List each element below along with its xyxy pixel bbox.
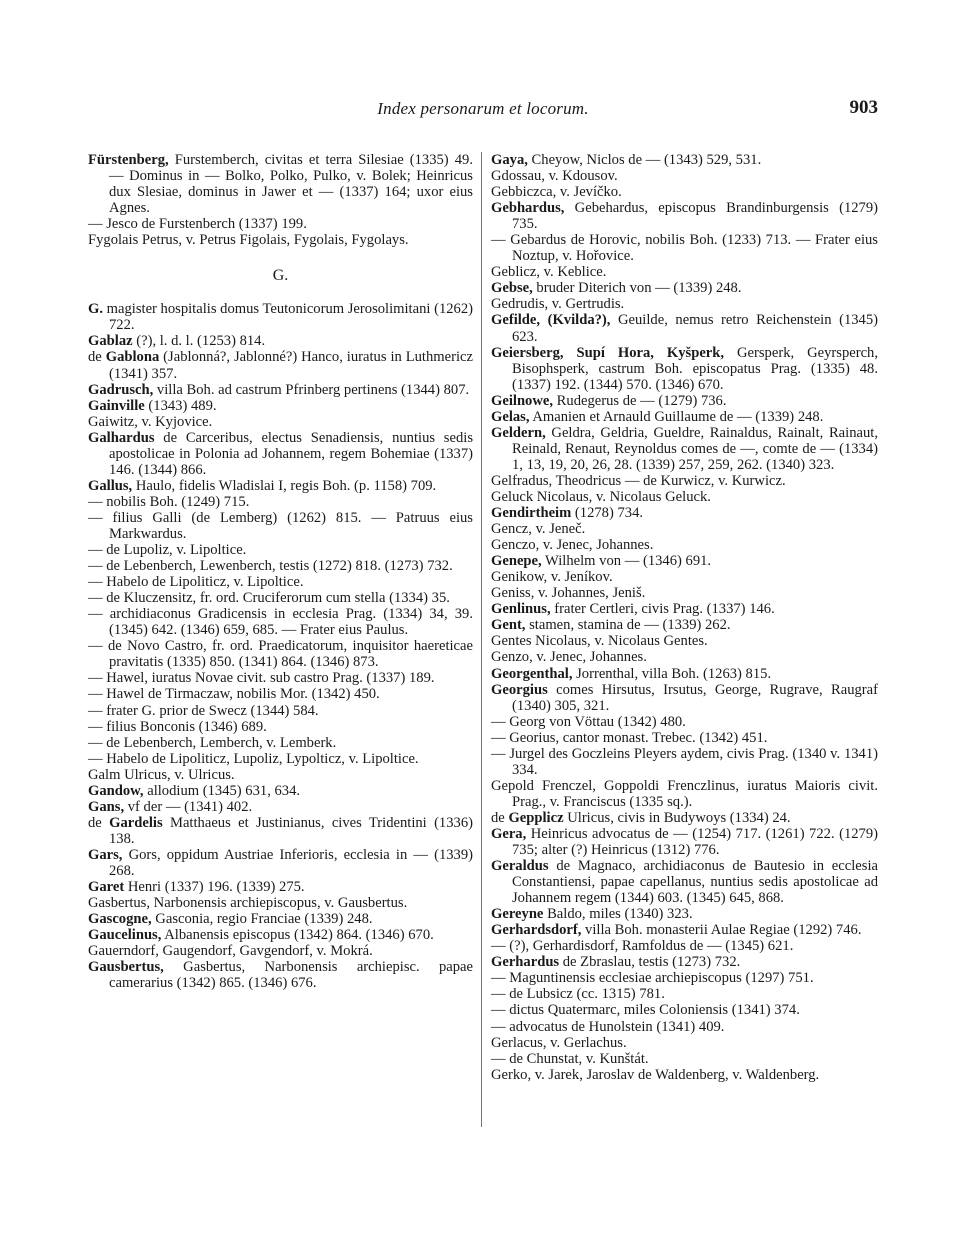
sub-entry: — advocatus de Hunolstein (1341) 409. xyxy=(491,1018,725,1035)
index-entry xyxy=(88,767,473,783)
entry-text: Gaiwitz, v. Kyjovice. xyxy=(88,413,213,430)
column-rule xyxy=(481,152,482,1127)
entry-headword: Gandow, xyxy=(88,782,144,799)
sub-entry: — Maguntinensis ecclesiae archiepiscopus (1297) 751. xyxy=(491,970,814,987)
sub-entry: — dictus Quatermarc, miles Coloniensis (1341) 374. xyxy=(491,1002,800,1019)
entry-headword: Gardelis xyxy=(109,814,163,831)
entry-headword: Gans, xyxy=(88,798,125,815)
sub-entry: — (?), Gerhardisdorf, Ramfoldus de — (1345) 621. xyxy=(491,938,794,955)
index-entry xyxy=(491,489,878,505)
index-entry xyxy=(88,815,473,847)
index-entry xyxy=(491,585,878,601)
entry-headword: Galhardus xyxy=(88,429,155,446)
index-entry xyxy=(491,521,878,537)
entry-text: Gebbiczca, v. Jevíčko. xyxy=(491,184,622,201)
left-column xyxy=(88,152,473,991)
entry-headword: Gallus, xyxy=(88,477,133,494)
entry-text: Gelfradus, Theodricus — de Kurwicz, v. Kurwicz. xyxy=(491,472,786,489)
sub-entry: — Hawel de Tirmaczaw, nobilis Mor. (1342) 450. xyxy=(88,686,380,703)
index-entry xyxy=(88,911,473,927)
index-entry xyxy=(491,200,878,232)
entry-text: Henri (1337) 196. (1339) 275. xyxy=(124,879,305,896)
entry-text: Gdossau, v. Kdousov. xyxy=(491,168,618,185)
sub-entry: — Habelo de Lipoliticz, Lupoliz, Lypolticz, v. Lipoltice. xyxy=(88,750,419,767)
index-entry xyxy=(491,601,878,617)
index-entry xyxy=(491,505,878,521)
entry-text: Matthaeus et Justinianus, cives Tridentini (1336) 138. xyxy=(109,814,473,847)
entry-text: Genikow, v. Jeníkov. xyxy=(491,569,613,586)
entry-text: (1278) 734. xyxy=(571,505,644,522)
entry-text: (?), l. d. l. (1253) 814. xyxy=(132,333,266,350)
running-title: Index personarum et locorum. xyxy=(377,99,589,118)
entry-headword: Gefilde, (Kvilda?), xyxy=(491,312,611,329)
running-head xyxy=(88,99,878,125)
sub-entry: — Georg von Vöttau (1342) 480. xyxy=(491,713,686,730)
entry-headword: Geraldus xyxy=(491,858,549,875)
index-entry xyxy=(491,168,878,184)
index-entry xyxy=(491,393,878,409)
index-entry xyxy=(88,799,473,815)
entry-text: bruder Diterich von — (1339) 248. xyxy=(532,280,742,297)
entry-headword: Georgenthal, xyxy=(491,665,573,682)
entry-text: villa Boh. monasterii Aulae Regiae (1292) 746. xyxy=(581,922,862,939)
entry-text: de Carceribus, electus Senadiensis, nuntius sedis apostolicae in Polonia ad Johannem, regem Bohemiae (1337) 146. (1344) 866. xyxy=(109,429,473,478)
entry-headword: Gebse, xyxy=(491,280,533,297)
index-entry xyxy=(491,810,878,826)
entry-text: Gersperk, Geyrsperch, Bisophsperk, castrum Boh. episcopatus Prag. (1335) 48. (1337) 192. (1344) 570. (1346) 670. xyxy=(512,344,879,393)
entry-headword: Gepplicz xyxy=(508,809,564,826)
entry-text: comes Hirsutus, Irsutus, George, Rugrave, Raugraf (1340) 305, 321. xyxy=(512,681,878,714)
entry-headword: Gars, xyxy=(88,846,123,863)
index-entry xyxy=(491,633,878,649)
index-entry xyxy=(491,922,878,938)
index-entry xyxy=(88,478,473,494)
index-entry xyxy=(491,409,878,425)
entry-headword: Gainville xyxy=(88,397,145,414)
sub-entry: — de Novo Castro, fr. ord. Praedicatorum, inquisitor haereticae pravitatis (1335) 850. (1341) 864. (1346) 873. xyxy=(88,638,473,671)
index-entry xyxy=(491,906,878,922)
sub-entry: — filius Galli (de Lemberg) (1262) 815. — Patruus eius Markwardus. xyxy=(88,509,473,542)
index-entry xyxy=(88,232,473,248)
index-entry xyxy=(491,1067,878,1083)
entry-text: Fygolais Petrus, v. Petrus Figolais, Fygolais, Fygolays. xyxy=(88,232,409,249)
index-entry xyxy=(88,382,473,398)
entry-text: Geniss, v. Johannes, Jeniš. xyxy=(491,585,646,602)
sub-entry: — de Lebenberch, Lemberch, v. Lemberk. xyxy=(88,734,337,751)
entry-text: Geluck Nicolaus, v. Nicolaus Geluck. xyxy=(491,488,711,505)
entry-text: Baldo, miles (1340) 323. xyxy=(543,906,693,923)
entry-text: de Zbraslau, testis (1273) 732. xyxy=(559,954,741,971)
sub-entry: — Georius, cantor monast. Trebec. (1342) 451. xyxy=(491,729,768,746)
entry-text: Geldra, Geldria, Gueldre, Rainaldus, Rainalt, Rainaut, Reinald, Renaut, Reynoldus comes de —, comte de — (1334) 1, 13, 19, 20, 26, 28. (1339) 257, 259, 262. (1340) 323. xyxy=(512,424,878,473)
index-entry xyxy=(491,264,878,280)
index-entry xyxy=(88,301,473,333)
sub-entry: — Jurgel des Goczleins Pleyers aydem, civis Prag. (1340 v. 1341) 334. xyxy=(491,745,878,778)
index-entry xyxy=(491,296,878,312)
page-number: 903 xyxy=(849,97,878,118)
index-entry xyxy=(491,858,878,906)
index-entry xyxy=(491,617,878,633)
entry-text: allodium (1345) 631, 634. xyxy=(143,782,301,799)
entry-text: Gedrudis, v. Gertrudis. xyxy=(491,296,625,313)
entry-headword: Genepe, xyxy=(491,553,542,570)
entry-prefix: de xyxy=(491,809,509,826)
index-entry xyxy=(491,312,878,344)
entry-text: magister hospitalis domus Teutonicorum Jerosolimitani (1262) 722. xyxy=(103,301,473,334)
index-entry xyxy=(491,184,878,200)
index-entry xyxy=(491,954,878,970)
entry-headword: G. xyxy=(88,301,103,318)
entry-headword: Gaya, xyxy=(491,152,528,168)
sub-entry: — de Chunstat, v. Kunštát. xyxy=(491,1050,649,1067)
entry-text: — Jesco de Furstenberch (1337) 199. xyxy=(88,216,307,233)
entry-headword: Gendirtheim xyxy=(491,505,572,522)
index-entry xyxy=(491,1035,878,1051)
index-entry xyxy=(88,879,473,895)
index-entry xyxy=(491,345,878,393)
sub-entry: — Habelo de Lipoliticz, v. Lipoltice. xyxy=(88,574,304,591)
entry-headword: Garet xyxy=(88,879,125,896)
entry-text: Gentes Nicolaus, v. Nicolaus Gentes. xyxy=(491,633,708,650)
entry-text: Haulo, fidelis Wladislai I, regis Boh. (p. 1158) 709. xyxy=(132,477,437,494)
entry-text: Ulricus, civis in Budywoys (1334) 24. xyxy=(563,809,791,826)
right-column xyxy=(491,152,878,1083)
entry-text: frater Certleri, civis Prag. (1337) 146. xyxy=(550,601,775,618)
index-entry xyxy=(88,959,473,991)
entry-headword: Gablaz xyxy=(88,333,133,350)
index-entry xyxy=(491,473,878,489)
index-entry xyxy=(88,927,473,943)
index-entry xyxy=(88,414,473,430)
entry-text: Jorrenthal, villa Boh. (1263) 815. xyxy=(572,665,772,682)
index-entry xyxy=(88,430,473,478)
entry-text: Geblicz, v. Keblice. xyxy=(491,264,607,281)
entry-text: (Jablonná?, Jablonné?) Hanco, iuratus in Luthmericz (1341) 357. xyxy=(109,349,473,382)
entry-text: Cheyow, Niclos de — (1343) 529, 531. xyxy=(527,152,762,168)
entry-headword: Gascogne, xyxy=(88,911,152,928)
entry-headword: Gent, xyxy=(491,617,526,634)
sub-entry: — archidiaconus Gradicensis in ecclesia Prag. (1334) 34, 39. (1345) 642. (1346) 659, 685. — Frater eius Paulus. xyxy=(88,606,473,639)
entry-headword: Geiersberg, Supí Hora, Kyšperk, xyxy=(491,344,725,361)
entry-text: Gasbertus, Narbonensis archiepisc. papae camerarius (1342) 865. (1346) 676. xyxy=(109,959,473,992)
entry-headword: Gebhardus, xyxy=(491,200,565,217)
entry-text: vf der — (1341) 402. xyxy=(124,798,253,815)
sub-entry: — de Kluczensitz, fr. ord. Cruciferorum cum stella (1334) 35. xyxy=(88,590,450,607)
index-entry xyxy=(491,537,878,553)
entry-text: Albanensis episcopus (1342) 864. (1346) 670. xyxy=(161,927,434,944)
entry-headword: Gereyne xyxy=(491,906,544,923)
entry-text: Genzo, v. Jenec, Johannes. xyxy=(491,649,647,666)
index-entry xyxy=(491,553,878,569)
entry-text: Rudegerus de — (1279) 736. xyxy=(553,392,727,409)
entry-text: Gors, oppidum Austriae Inferioris, ecclesia in — (1339) 268. xyxy=(109,846,473,879)
entry-text: Galm Ulricus, v. Ulricus. xyxy=(88,766,235,783)
entry-headword: Gausbertus, xyxy=(88,959,164,976)
index-entry xyxy=(88,333,473,349)
sub-entry: — de Lubsicz (cc. 1315) 781. xyxy=(491,986,665,1003)
sub-entry: — Hawel, iuratus Novae civit. sub castro Prag. (1337) 189. xyxy=(88,670,435,687)
index-entry xyxy=(88,152,473,216)
entry-text: Gerlacus, v. Gerlachus. xyxy=(491,1034,627,1051)
sub-entry: — filius Bonconis (1346) 689. xyxy=(88,718,267,735)
entry-headword: Genlinus, xyxy=(491,601,551,618)
sub-entry: — Gebardus de Horovic, nobilis Boh. (1233) 713. — Frater eius Noztup, v. Hořovice. xyxy=(491,232,878,265)
entry-headword: Geilnowe, xyxy=(491,392,554,409)
entry-text: (1343) 489. xyxy=(144,397,217,414)
entry-text: Furstemberch, civitas et terra Silesiae (1335) 49. — Dominus in — Bolko, Polko, Pulko, v. Bolek; Heinricus dux Slesiae, dominus in Jawer et — (1337) 164; uxor eius Agnes. xyxy=(109,152,473,217)
index-entry xyxy=(491,826,878,858)
entry-text: Wilhelm von — (1346) 691. xyxy=(541,553,712,570)
entry-text: Gencz, v. Jeneč. xyxy=(491,521,586,538)
index-entry xyxy=(491,778,878,810)
index-entry xyxy=(88,398,473,414)
index-entry xyxy=(88,349,473,381)
index-entry xyxy=(491,682,878,714)
entry-text: Geuilde, nemus retro Reichenstein (1345) 623. xyxy=(512,312,878,345)
entry-text: Gerko, v. Jarek, Jaroslav de Waldenberg, v. Waldenberg. xyxy=(491,1066,820,1083)
index-entry xyxy=(491,666,878,682)
index-entry xyxy=(491,569,878,585)
entry-prefix: de xyxy=(88,814,110,831)
entry-text: de Magnaco, archidiaconus de Bautesio in ecclesia Constantiensi, papae capellanus, nuntius sedis apostolicae ad Johannem regem (1344) 603. (1345) 645, 868. xyxy=(512,858,878,907)
entry-headword: Gelas, xyxy=(491,408,530,425)
index-entry xyxy=(88,847,473,879)
index-entry xyxy=(88,783,473,799)
sub-entry: — de Lupoliz, v. Lipoltice. xyxy=(88,542,247,559)
entry-prefix: de xyxy=(88,349,106,366)
section-letter: G. xyxy=(272,267,289,285)
index-entry xyxy=(491,425,878,473)
entry-headword: Geldern, xyxy=(491,424,546,441)
index-entry xyxy=(88,216,473,232)
entry-headword: Gerhardus xyxy=(491,954,560,971)
index-entry xyxy=(491,280,878,296)
entry-headword: Gerhardsdorf, xyxy=(491,922,582,939)
entry-headword: Fürstenberg, xyxy=(88,152,169,168)
index-entry xyxy=(491,649,878,665)
index-entry xyxy=(88,895,473,911)
entry-text: Gepold Frenczel, Goppoldi Frenczlinus, iuratus Maioris civit. Prag., v. Franciscus (1335 sq.). xyxy=(491,777,878,810)
entry-text: Heinricus advocatus de — (1254) 717. (1261) 722. (1279) 735; alter (?) Heinricus (1312) 776. xyxy=(512,825,878,859)
entry-text: Gauerndorf, Gaugendorf, Gavgendorf, v. Mokrá. xyxy=(88,943,373,960)
entry-headword: Georgius xyxy=(491,681,548,698)
entry-text: Amanien et Arnauld Guillaume de — (1339) 248. xyxy=(529,408,824,425)
entry-text: villa Boh. ad castrum Pfrinberg pertinens (1344) 807. xyxy=(153,381,470,398)
entry-text: Gebehardus, episcopus Brandinburgensis (1279) 735. xyxy=(512,200,878,233)
index-entry xyxy=(88,943,473,959)
entry-text: stamen, stamina de — (1339) 262. xyxy=(525,617,731,634)
sub-entry: — frater G. prior de Swecz (1344) 584. xyxy=(88,702,319,719)
sub-entry: — nobilis Boh. (1249) 715. xyxy=(88,493,250,510)
index-entry xyxy=(491,152,878,168)
entry-headword: Gaucelinus, xyxy=(88,927,162,944)
sub-entry: — de Lebenberch, Lewenberch, testis (1272) 818. (1273) 732. xyxy=(88,558,453,575)
entry-headword: Gadrusch, xyxy=(88,381,154,398)
entry-headword: Gera, xyxy=(491,825,527,842)
entry-text: Genczo, v. Jenec, Johannes. xyxy=(491,537,654,554)
entry-headword: Gablona xyxy=(105,349,160,366)
entry-text: Gasconia, regio Franciae (1339) 248. xyxy=(151,911,373,928)
entry-text: Gasbertus, Narbonensis archiepiscopus, v. Gausbertus. xyxy=(88,895,408,912)
